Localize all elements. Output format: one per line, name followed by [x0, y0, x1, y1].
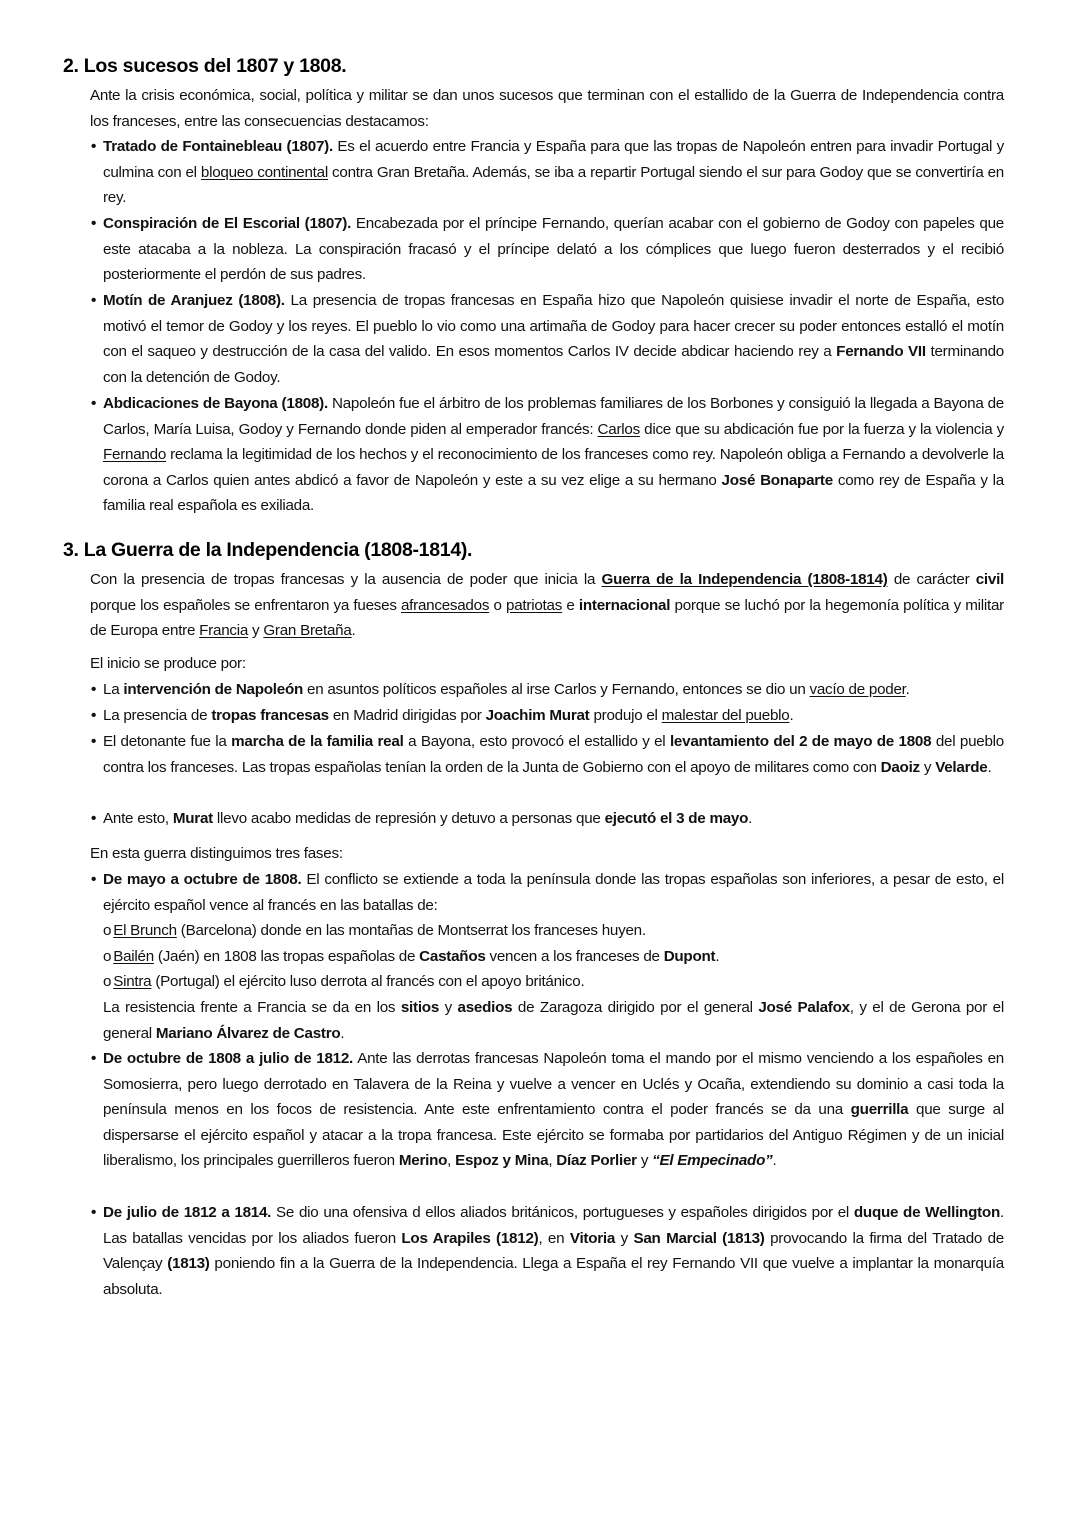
bullet-icon: •	[91, 1050, 97, 1067]
bullet-title: Motín de Aranjuez (1808).	[103, 292, 285, 309]
bullet-icon: •	[91, 681, 97, 698]
inicio-label: El inicio se produce por:	[90, 655, 246, 672]
bullet-icon: •	[91, 707, 97, 724]
bullet-title: Abdicaciones de Bayona (1808).	[103, 395, 328, 412]
sub-bullet-icon: o	[103, 973, 112, 990]
section-3-intro: Con la presencia de tropas francesas y la ausencia de poder que inicia la Guerra de la Independencia (1808-1814) de carácter civil porque los españoles se enfrentaron ya fueses afrancesados o patriotas e internacional porque se luchó por la hegemonía política y militar de Europa entre Francia y Gran Bretaña.	[90, 571, 1005, 640]
bullet-icon: •	[91, 138, 97, 155]
fase-3-bullet: • De julio de 1812 a 1814. Se dio una ofensiva d ellos aliados británicos, portugueses y españoles dirigidos por el duque de Wellington. Las batallas vencidas por los aliados fueron Los Arapiles (1812), en Vitoria y San Marcial (1813) provocando la firma del Tratado de Valençay (1813) poniendo fin a la Guerra de la Independencia. Llega a España el rey Fernando VII que vuelve a implantar la monarquía absoluta.	[90, 1200, 1004, 1302]
bullet-icon: •	[91, 395, 97, 412]
bullet-title: Tratado de Fontainebleau (1807).	[103, 138, 333, 155]
inicio-bullet-murat: • Ante esto, Murat llevo acabo medidas de represión y detuvo a personas que ejecutó el 3 de mayo.	[90, 806, 1004, 832]
section-2-heading: 2. Los sucesos del 1807 y 1808.	[63, 55, 347, 77]
bullet-icon: •	[91, 215, 97, 232]
fase-title: De octubre de 1808 a julio de 1812.	[103, 1050, 354, 1067]
fase-title: De mayo a octubre de 1808.	[103, 871, 302, 888]
battle-sintra: o Sintra (Portugal) el ejército luso derrota al francés con el apoyo británico.	[103, 973, 585, 990]
bullet-icon: •	[91, 871, 97, 888]
sub-bullet-icon: o	[103, 948, 112, 965]
bullet-icon: •	[91, 292, 97, 309]
fases-label: En esta guerra distinguimos tres fases:	[90, 845, 343, 862]
sub-bullet-icon: o	[103, 922, 112, 939]
battle-bailen: o Bailén (Jaén) en 1808 las tropas españolas de Castaños vencen a los franceses de Dupont.	[103, 948, 720, 965]
bullet-icon: •	[91, 810, 97, 827]
fase-2-bullet: • De octubre de 1808 a julio de 1812. Ante las derrotas francesas Napoleón toma el mando por el mismo venciendo a los españoles en Somosierra, pero luego derrotado en Talavera de la Reina y vuelve a vencer en Uclés y Ocaña, extendiendo su dominio a casi toda la península menos en los focos de resistencia. Ante este enfrentamiento contra el poder francés se da una guerrilla que surge al dispersarse el ejército español y atacar a la tropa francesa. Este ejército se formaba por partidarios del Antiguo Régimen y de un inicial liberalismo, los principales guerrilleros fueron Merino, Espoz y Mina, Díaz Porlier y “El Empecinado”.	[90, 1046, 1004, 1174]
section-2-intro: Ante la crisis económica, social, política y militar se dan unos sucesos que terminan con el estallido de la Guerra de Independencia contra los franceses, entre las consecuencias destacamos:	[90, 87, 1004, 130]
inicio-bullet-detonante: • El detonante fue la marcha de la familia real a Bayona, esto provocó el estallido y el levantamiento del 2 de mayo de 1808 del pueblo contra los franceses. Las tropas españolas tenían la orden de la Junta de Gobierno con el apoyo de militares como con Daoiz y Velarde.	[90, 729, 1004, 780]
resistencia-paragraph: La resistencia frente a Francia se da en los sitios y asedios de Zaragoza dirigido por el general José Palafox, y el de Gerona por el general Mariano Álvarez de Castro.	[103, 999, 1004, 1042]
bullet-aranjuez: • Motín de Aranjuez (1808). La presencia de tropas francesas en España hizo que Napoleón quisiese invadir el norte de España, esto motivó el temor de Godoy y los reyes. El pueblo lo vio como una artimaña de Godoy para hacer crecer su poder entonces estalló el motín con el saqueo y destrucción de la casa del valido. En esos momentos Carlos IV decide abdicar haciendo rey a Fernando VII terminando con la detención de Godoy.	[90, 288, 1004, 390]
inicio-bullet-napoleon: • La intervención de Napoleón en asuntos políticos españoles al irse Carlos y Fernando, entonces se dio un vacío de poder.	[90, 677, 1004, 703]
bullet-title: Conspiración de El Escorial (1807).	[103, 215, 352, 232]
bullet-bayona: • Abdicaciones de Bayona (1808). Napoleón fue el árbitro de los problemas familiares de los Borbones y consiguió la llegada a Bayona de Carlos, María Luisa, Godoy y Fernando donde piden al emperador francés: Carlos dice que su abdicación fue por la fuerza y la violencia y Fernando reclama la legitimidad de los hechos y el reconocimiento de los franceses como rey. Napoleón obliga a Fernando a devolverle la corona a Carlos quien antes abdicó a favor de Napoleón y este a su vez elige a su hermano José Bonaparte como rey de España y la familia real española es exiliada.	[90, 391, 1004, 519]
battle-el-brunch: o El Brunch (Barcelona) donde en las montañas de Montserrat los franceses huyen.	[103, 922, 646, 939]
inicio-bullet-tropas: • La presencia de tropas francesas en Madrid dirigidas por Joachim Murat produjo el malestar del pueblo.	[90, 703, 1004, 729]
bullet-escorial: • Conspiración de El Escorial (1807). Encabezada por el príncipe Fernando, querían acabar con el gobierno de Godoy con papeles que este atacaba a la nobleza. La conspiración fracasó y el príncipe delató a los cómplices que luego fueron desterrados y el recibió posteriormente el perdón de sus padres.	[90, 211, 1004, 288]
fase-title: De julio de 1812 a 1814.	[103, 1204, 272, 1221]
section-3-heading: 3. La Guerra de la Independencia (1808-1814).	[63, 539, 473, 561]
bullet-fontainebleau: • Tratado de Fontainebleau (1807). Es el acuerdo entre Francia y España para que las tropas de Napoleón entren para invadir Portugal y culmina con el bloqueo continental contra Gran Bretaña. Además, se iba a repartir Portugal siendo el sur para Godoy que se convertiría en rey.	[90, 134, 1004, 211]
underlined-term: bloqueo continental	[200, 163, 328, 181]
bullet-icon: •	[91, 733, 97, 750]
bullet-icon: •	[91, 1204, 97, 1221]
fase-1-bullet: • De mayo a octubre de 1808. El conflicto se extiende a toda la península donde las tropas españolas son inferiores, a pesar de esto, el ejército español vence al francés en las batallas de:	[90, 867, 1004, 918]
